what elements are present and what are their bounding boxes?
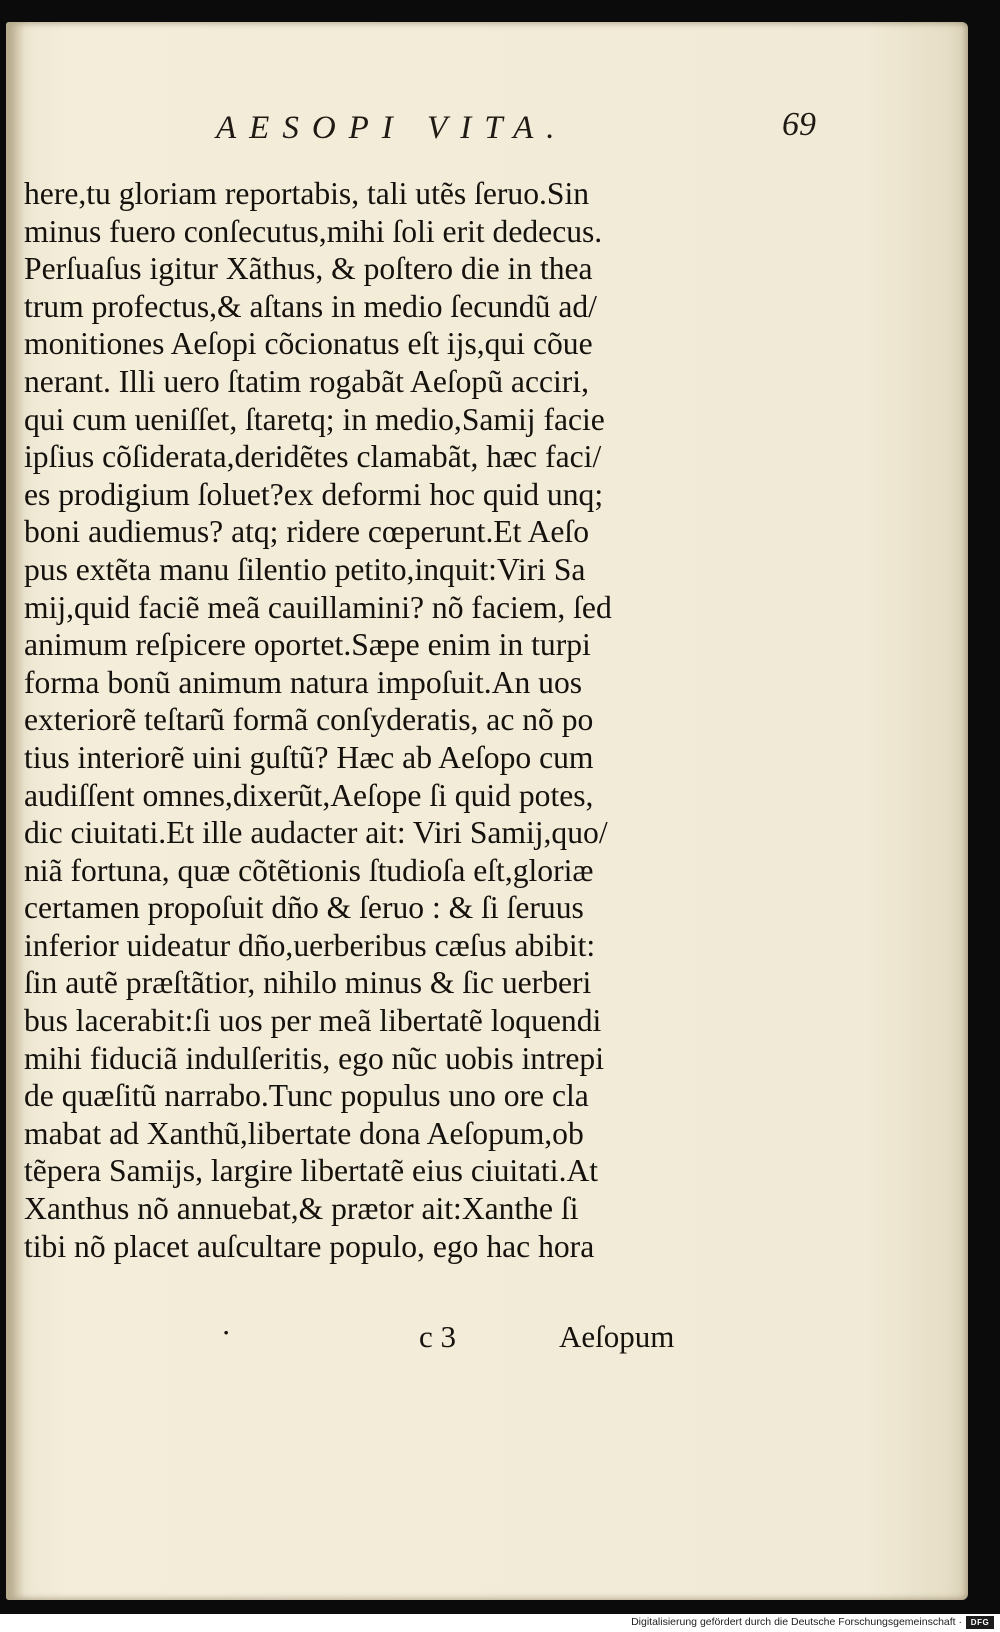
credit-bar [0,1614,1000,1632]
dfg-logo-icon: DFG [966,1616,994,1629]
text-line: mabat ad Xanthũ,libertate dona Aeſopum,ob [24,1115,584,1151]
text-line: minus fuero conſecutus,mihi ſoli erit dedecus. [24,213,603,249]
text-line: dic ciuitati.Et ille audacter ait: Viri Samij,quo/ [24,815,608,851]
page-header [216,104,816,154]
text-line: exteriorẽ teſtarũ formã conſyderatis, ac nõ po [24,702,594,738]
page-footer [24,1315,724,1359]
text-line: mij,quid faciẽ meã cauillamini? nõ faciem, ſed [24,589,612,625]
credit-text: Digitalisierung gefördert durch die Deutsche Forschungsgemeinschaft · [631,1616,962,1628]
book-page [6,22,968,1600]
text-line: boni audiemus? atq; ridere cœperunt.Et Aeſo [24,514,590,550]
footer-dot: · [221,1315,232,1350]
text-line: ipſius cõſiderata,deridẽtes clamabãt, hæc faci/ [24,439,602,475]
text-line: tẽpera Samijs, largire libertatẽ eius ciuitati.At [24,1153,599,1189]
text-line: inferior uideatur dño,uerberibus cæſus abibit: [24,927,596,963]
signature-mark: c 3 [419,1319,457,1354]
text-line: qui cum ueniſſet, ſtaretq; in medio,Samij facie [24,401,605,437]
text-line: ſin autẽ præſtãtior, nihilo minus & ſic uerberi [24,965,592,1001]
text-line: trum profectus,& aſtans in medio ſecundũ ad/ [24,288,597,324]
text-line: niã fortuna, quæ cõtẽtionis ſtudioſa eſt,gloriæ [24,852,594,888]
text-line: certamen propoſuit dño & ſeruo : & ſi ſeruus [24,890,584,926]
text-line: Xanthus nõ annuebat,& prætor ait:Xanthe ſi [24,1191,579,1227]
text-line: Perſuaſus igitur Xãthus, & poſtero die in thea [24,251,593,287]
text-line: de quæſitũ narrabo.Tunc populus uno ore cla [24,1078,589,1114]
page-gutter-shadow [6,22,24,1600]
catchword: Aeſopum [559,1319,675,1354]
text-line: mihi fiduciã indulſeritis, ego nũc uobis intrepi [24,1040,604,1076]
text-line: pus extẽta manu ſilentio petito,inquit:Viri Sa [24,551,586,587]
text-line: nerant. Illi uero ſtatim rogabãt Aeſopũ acciri, [24,363,589,399]
text-line: bus lacerabit:ſi uos per meã libertatẽ loquendi [24,1003,602,1039]
text-line: es prodigium ſoluet?ex deformi hoc quid unq; [24,476,604,512]
text-line: tibi nõ placet auſcultare populo, ego hac hora [24,1228,595,1264]
text-line: audiſſent omnes,dixerũt,Aeſope ſi quid potes, [24,777,594,813]
body-text [24,175,724,1265]
text-line: here,tu gloriam reportabis, tali utẽs ſeruo.Sin [24,176,590,211]
running-head: AESOPI VITA. [216,110,568,146]
text-line: forma bonũ animum natura impoſuit.An uos [24,664,583,700]
text-line: monitiones Aeſopi cõcionatus eſt ijs,qui cõue [24,326,593,362]
text-line: animum reſpicere oportet.Sæpe enim in turpi [24,627,591,663]
text-line: tius interiorẽ uini guſtũ? Hæc ab Aeſopo cum [24,739,594,775]
page-number: 69 [782,106,816,143]
